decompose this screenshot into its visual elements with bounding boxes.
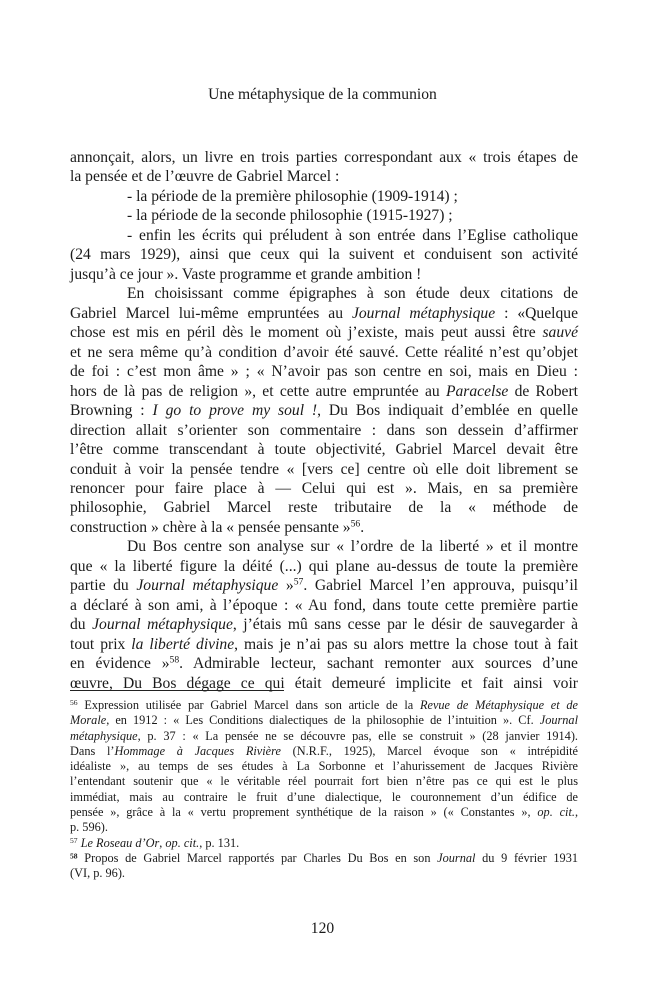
- footnote-line: [70, 759, 578, 774]
- text-run: Dans l’: [70, 743, 115, 758]
- italic-text: Journal métaphysique: [92, 616, 233, 634]
- body-line: [70, 304, 578, 323]
- italic-text: Le Roseau d’Or: [80, 835, 160, 850]
- body-line: [70, 596, 578, 615]
- text-run: . Gabriel Marcel l’en approuva, puisqu’il: [303, 577, 578, 595]
- footnote-line: [70, 866, 578, 881]
- text-run: direction allait s’orienter son commentaire : dans son dessein d’affirmer: [70, 421, 578, 439]
- text-run: œuvre, Du Bos dégage ce qui était demeuré implicite et fait ainsi voir: [70, 674, 578, 692]
- text-run: hors de là pas de religion », et cette autre empruntée au: [70, 382, 446, 400]
- running-title: Une métaphysique de la communion: [208, 86, 437, 103]
- body-line: [70, 401, 578, 420]
- italic-text: Paracelse: [445, 382, 509, 400]
- text-run: »: [278, 577, 294, 595]
- text-run: p. 596).: [70, 820, 108, 835]
- body-line: [70, 440, 578, 459]
- text-run: l’être comme transcendant à toute objectivité, Gabriel Marcel devait être: [70, 441, 578, 459]
- text-run: de Robert: [508, 382, 578, 400]
- body-line: [70, 265, 578, 284]
- text-run: chose est mis en péril dès le moment où j’existe, mais peut aussi être: [70, 324, 543, 342]
- text-run: - enfin les écrits qui préludent à son entrée dans l’Eglise catholique: [127, 226, 578, 244]
- footnote-line: [70, 698, 578, 713]
- italic-text: Journal: [437, 850, 476, 865]
- body-line: [70, 518, 578, 537]
- text-run: jusqu’à ce jour ». Vaste programme et grande ambition !: [70, 265, 422, 283]
- body-line: [70, 635, 578, 654]
- italic-text: Morale: [70, 713, 107, 728]
- text-run: en évidence »: [70, 655, 170, 673]
- text-run: , p. 131.: [199, 835, 240, 850]
- italic-text: sauvé: [542, 324, 578, 342]
- body-line: [70, 654, 578, 673]
- italic-text: op. cit.: [537, 805, 575, 820]
- text-run: que « la liberté figure la déité (...) qui plane au-dessus de toute la première: [70, 557, 578, 575]
- text-run: ,: [159, 835, 166, 850]
- footnote-line: [70, 729, 578, 744]
- footnote-line: [70, 744, 578, 759]
- body-line: [70, 167, 578, 186]
- italic-text: I go to prove my soul !: [152, 402, 318, 420]
- body-line: [70, 148, 578, 167]
- body-line: [70, 537, 578, 556]
- text-run: , j’étais mû sans cesse par le désir de sauvegarder à: [232, 616, 579, 634]
- italic-text: métaphysique: [70, 728, 138, 743]
- footnote-separator: [70, 690, 284, 691]
- text-run: idéaliste », au temps de ses études à La Sorbonne et l’ahurissement de Jacques Rivière: [70, 759, 578, 774]
- text-run: .: [360, 518, 365, 536]
- text-run: : «Quelque: [495, 304, 578, 322]
- text-run: ,: [574, 805, 579, 820]
- footnote-ref: 56: [70, 697, 78, 707]
- footnote-line: [70, 790, 578, 805]
- footnote-ref: 57: [70, 835, 78, 845]
- text-run: immédiat, mais au contraire le fruit d’une dialectique, le couronnement d’un édifice de: [70, 789, 578, 804]
- footnote-line: [70, 820, 578, 835]
- italic-text: Revue de Métaphysique et de: [419, 698, 578, 712]
- text-run: - la période de la première philosophie (1909-1914) ;: [127, 187, 458, 205]
- text-run: annonçait, alors, un livre en trois parties correspondant aux « trois étapes de: [70, 149, 578, 166]
- body-line: [70, 576, 578, 595]
- body-text: [70, 148, 578, 693]
- text-run: Propos de Gabriel Marcel rapportés par Charles Du Bos en son: [77, 850, 438, 865]
- italic-text: Hommage à Jacques Rivière: [114, 743, 281, 758]
- text-run: pensée », grâce à la « vertu proprement synthétique de la raison » (« Constantes »,: [70, 805, 538, 820]
- text-run: , mais je n’ai pas su alors mettre la chose tout à fait: [234, 635, 578, 653]
- text-run: Du Bos centre son analyse sur « l’ordre de la liberté » et il montre: [127, 538, 578, 556]
- footnote-ref: 56: [350, 518, 361, 530]
- body-line: [70, 615, 578, 634]
- text-run: Expression utilisée par Gabriel Marcel dans son article de la: [77, 698, 420, 712]
- footnote-ref: 57: [293, 577, 304, 588]
- text-run: a déclaré à son ami, à l’époque : « Au fond, dans toute cette première partie: [70, 596, 578, 614]
- text-run: Gabriel Marcel lui-même empruntées au: [70, 304, 352, 322]
- text-run: l’entendant soutenir que « le véritable réel pourrait fort bien n’être pas ce qui est le plus: [70, 774, 578, 789]
- footnotes: [70, 698, 578, 882]
- text-run: - la période de la seconde philosophie (1915-1927) ;: [127, 207, 453, 225]
- footnote-line: [70, 836, 578, 851]
- text-run: de foi : c’est mon âme » ; « N’avoir pas son centre en soi, mais en Dieu :: [70, 363, 578, 381]
- italic-text: Journal: [539, 713, 578, 728]
- body-line: [70, 226, 578, 245]
- body-line: [70, 206, 578, 225]
- body-line: [70, 460, 578, 479]
- body-line: [70, 498, 578, 517]
- body-line: [70, 557, 578, 576]
- body-line: [70, 362, 578, 381]
- italic-text: op. cit.: [165, 835, 200, 850]
- italic-text: Journal métaphysique: [136, 577, 279, 595]
- body-line: [70, 323, 578, 342]
- italic-text: Journal métaphysique: [351, 304, 496, 322]
- text-run: , en 1912 : « Les Conditions dialectiques de la philosophie de l’intuition ». Cf.: [106, 713, 540, 728]
- footnote-line: [70, 851, 578, 866]
- body-line: [70, 421, 578, 440]
- text-run: du 9 février 1931: [475, 850, 578, 865]
- text-run: En choisissant comme épigraphes à son étude deux citations de: [127, 285, 578, 303]
- page-number: 120: [310, 920, 335, 937]
- footnote-line: [70, 774, 578, 789]
- body-line: [70, 343, 578, 362]
- text-run: construction » chère à la « pensée pensante »: [70, 518, 351, 536]
- text-run: (N.R.F., 1925), Marcel évoque son « intrépidité: [280, 743, 578, 758]
- body-line: [70, 382, 578, 401]
- footnote-ref: 58: [70, 851, 78, 861]
- text-run: Browning :: [70, 402, 153, 420]
- text-run: partie du: [70, 577, 137, 595]
- text-run: , p. 37 : « La pensée ne se découvre pas, elle se construit » (28 janvier 1914).: [137, 728, 578, 743]
- text-run: et ne sera même qu’à condition d’avoir été sauvé. Cette réalité n’est qu’objet: [70, 343, 578, 361]
- text-run: (VI, p. 96).: [70, 866, 125, 881]
- text-run: tout prix: [70, 635, 132, 653]
- text-run: renoncer pour faire place à — Celui qui est ». Mais, en sa première: [70, 479, 578, 497]
- body-line: [70, 187, 578, 206]
- italic-text: la liberté divine: [131, 635, 235, 653]
- body-line: [70, 245, 578, 264]
- footnote-line: [70, 713, 578, 728]
- footnote-ref: 58: [169, 654, 180, 666]
- text-run: la pensée et de l’œuvre de Gabriel Marcel :: [70, 168, 340, 186]
- body-line: [70, 479, 578, 498]
- text-run: , Du Bos indiquait d’emblée en quelle: [317, 402, 579, 420]
- footnote-line: [70, 805, 578, 820]
- text-run: . Admirable lecteur, sachant remonter aux sources d’une: [179, 655, 578, 673]
- text-run: du: [70, 616, 93, 634]
- body-line: [70, 284, 578, 303]
- text-run: philosophie, Gabriel Marcel reste tributaire de la « méthode de: [70, 499, 578, 517]
- text-run: (24 mars 1929), ainsi que ceux qui la suivent et conduisent son activité: [70, 246, 578, 264]
- text-run: conduit à voir la pensée tendre « [vers ce] centre où elle doit librement se: [70, 460, 578, 478]
